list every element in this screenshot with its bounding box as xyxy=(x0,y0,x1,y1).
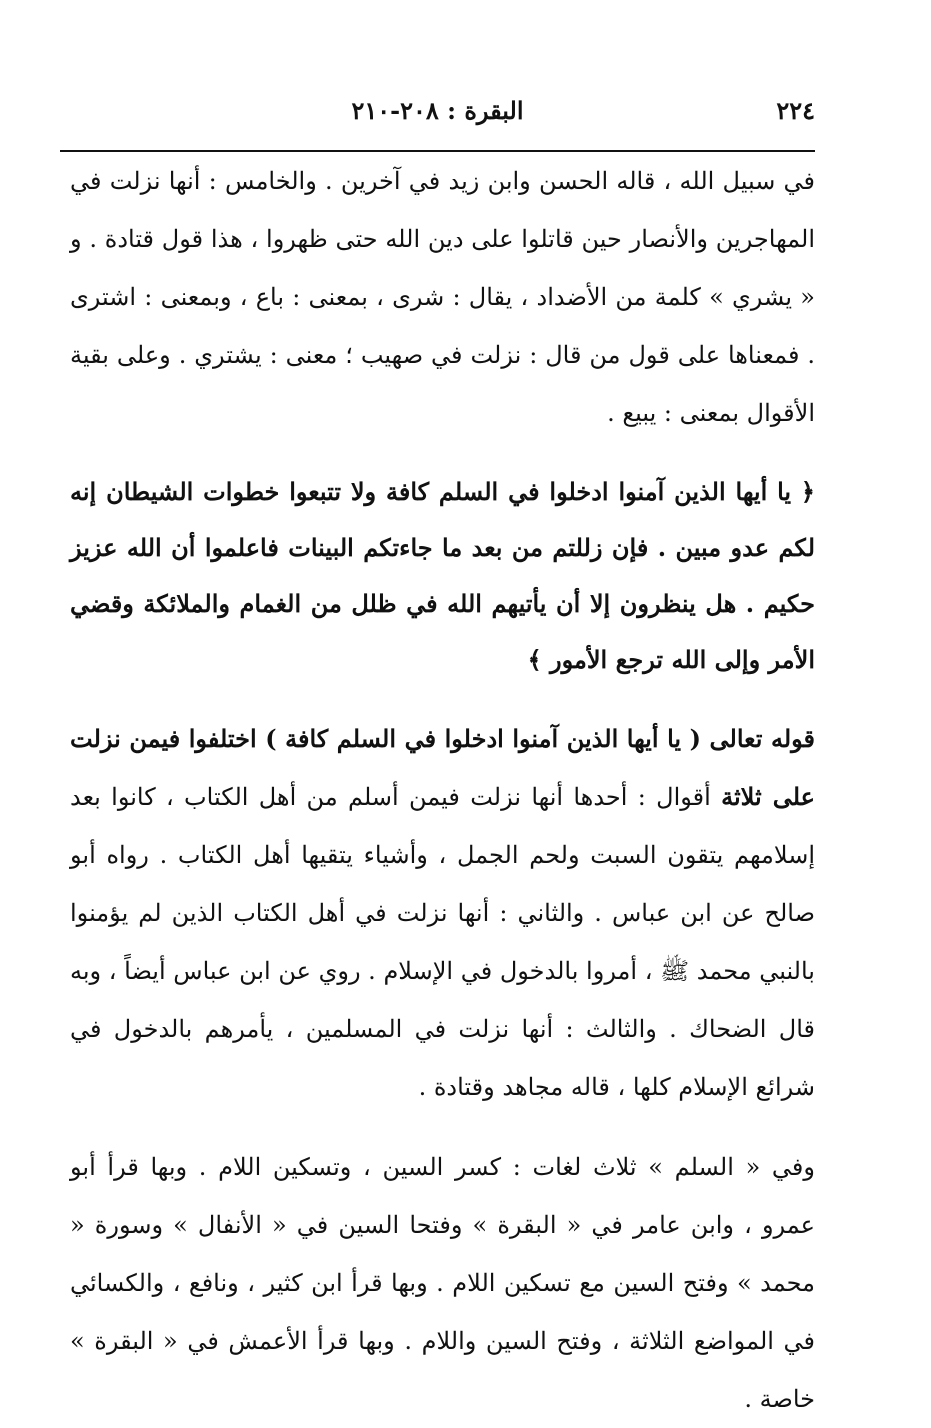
page-number: ٢٢٤ xyxy=(776,96,815,125)
paragraph-revelation-opinions xyxy=(70,710,815,1116)
paragraph-readings: وفي « السلم » ثلاث لغات : كسر السين ، وتسكين اللام . وبها قرأ أبو عمرو ، وابن عامر في « البقرة » وفتحا السين في « الأنفال » وسورة « محمد » وفتح السين مع تسكين اللام . وبها قرأ ابن كثير ، ونافع ، والكسائي في المواضع الثلاثة ، وفتح السين واللام . وبها قرأ الأعمش في « البقرة » خاصة . xyxy=(70,1153,815,1413)
page-header xyxy=(60,96,815,136)
paragraph-commentary-end: في سبيل الله ، قاله الحسن وابن زيد في آخرين . والخامس : أنها نزلت في المهاجرين والأنصار حين قاتلوا على دين الله حتى ظهروا ، هذا قول قتادة . و « يشري » كلمة من الأضداد ، يقال : شرى ، بمعنى : باع ، وبمعنى : اشترى . فمعناها على قول من قال : نزلت في صهيب ؛ معنى : يشتري . وعلى بقية الأقوال بمعنى : يبيع . xyxy=(70,167,816,427)
page-body xyxy=(70,152,815,1428)
quran-verse: ﴿ يا أيها الذين آمنوا ادخلوا في السلم كافة ولا تتبعوا خطوات الشيطان إنه لكم عدو مبين . فإن زللتم من بعد ما جاءتكم البينات فاعلموا أن الله عزيز حكيم . هل ينظرون إلا أن يأتيهم الله في ظلل من الغمام والملائكة وقضي الأمر وإلى الله ترجع الأمور ﴾ xyxy=(70,477,815,674)
running-head: البقرة : ٢٠٨-٢١٠ xyxy=(351,96,524,125)
commentary-body: أقوال : أحدها أنها نزلت فيمن أسلم من أهل الكتاب ، كانوا بعد إسلامهم يتقون السبت ولحم الجمل ، وأشياء يتقيها أهل الكتاب . رواه أبو صالح عن ابن عباس . والثاني : أنها نزلت في أهل الكتاب الذين لم يؤمنوا بالنبي محمد ﷺ ، أمروا بالدخول في الإسلام . روي عن ابن عباس أيضاً ، وبه قال الضحاك . والثالث : أنها نزلت في المسلمين ، يأمرهم بالدخول في شرائع الإسلام كلها ، قاله مجاهد وقتادة . xyxy=(70,783,815,1101)
commentary-lead: قوله تعالى ( يا أيها الذين آمنوا ادخلوا في السلم كافة ) اختلفوا فيمن نزلت على ثلاثة xyxy=(70,724,815,811)
